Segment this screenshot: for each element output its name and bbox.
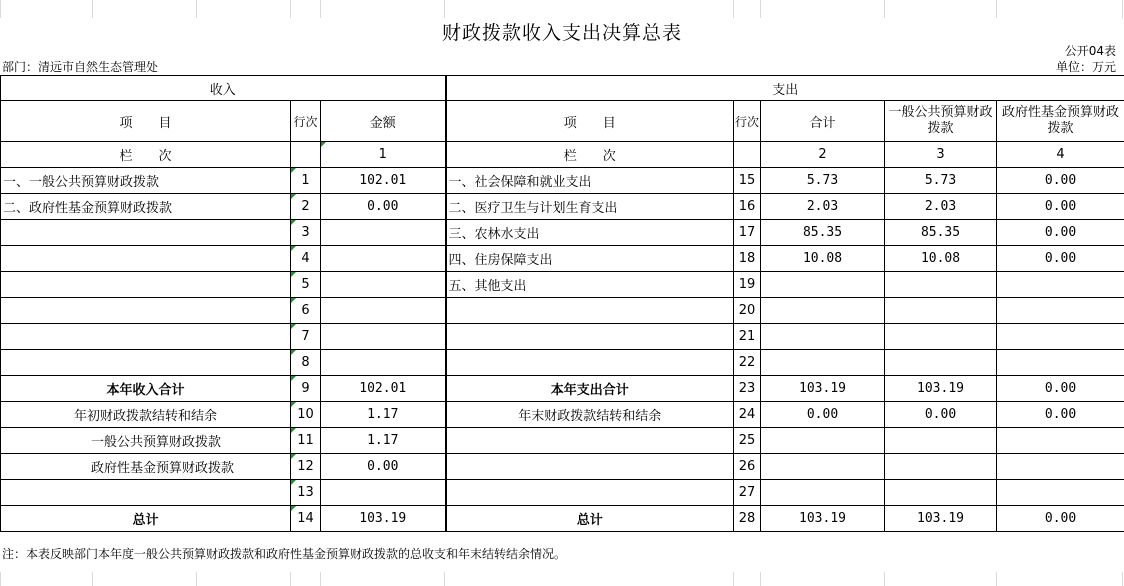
income-amount-cell[interactable]: 102.01 [321, 376, 446, 402]
department-label: 部门：清远市自然生态管理处 [2, 60, 159, 74]
expense-fund-cell[interactable] [997, 428, 1124, 454]
expense-general-cell[interactable]: 2.03 [885, 194, 997, 220]
income-line-header[interactable]: 行次 [291, 101, 321, 142]
expense-total-cell[interactable] [761, 428, 885, 454]
income-line-cell[interactable]: 8 [291, 350, 321, 376]
expense-item-cell[interactable]: 一、社会保障和就业支出 [446, 168, 734, 194]
spreadsheet-gridlines-bottom [0, 572, 1124, 586]
expense-total-cell[interactable]: 0.00 [761, 402, 885, 428]
column-label-cell[interactable]: 栏 次 [1, 142, 291, 168]
income-line-cell[interactable]: 2 [291, 194, 321, 220]
income-item-cell[interactable]: 年初财政拨款结转和结余 [1, 402, 291, 428]
budget-summary-table [0, 75, 1124, 532]
expense-total-cell[interactable] [761, 480, 885, 506]
table-row [1, 194, 1124, 220]
expense-item-cell[interactable] [446, 480, 734, 506]
expense-general-cell[interactable] [885, 454, 997, 480]
expense-total-cell[interactable] [761, 454, 885, 480]
income-line-cell[interactable]: 1 [291, 168, 321, 194]
expense-fund-cell[interactable]: 0.00 [997, 376, 1124, 402]
expense-total-header[interactable]: 合计 [761, 101, 885, 142]
expense-total-cell[interactable]: 85.35 [761, 220, 885, 246]
expense-fund-cell[interactable]: 0.00 [997, 168, 1124, 194]
expense-total-cell[interactable] [761, 298, 885, 324]
expense-line-cell[interactable]: 15 [734, 168, 761, 194]
expense-total-cell[interactable]: 5.73 [761, 168, 885, 194]
expense-fund-cell[interactable] [997, 480, 1124, 506]
expense-line-cell[interactable]: 28 [734, 506, 761, 532]
income-item-cell[interactable]: 一般公共预算财政拨款 [1, 428, 291, 454]
income-amount-header[interactable]: 金额 [321, 101, 446, 142]
expense-item-cell[interactable] [446, 428, 734, 454]
expense-general-cell[interactable]: 103.19 [885, 376, 997, 402]
table-row [1, 506, 1124, 532]
income-amount-cell[interactable] [321, 480, 446, 506]
income-item-cell[interactable] [1, 350, 291, 376]
income-line-cell[interactable]: 14 [291, 506, 321, 532]
expense-total-cell[interactable] [761, 272, 885, 298]
expense-line-cell[interactable]: 16 [734, 194, 761, 220]
table-row [1, 272, 1124, 298]
income-line-cell[interactable]: 3 [291, 220, 321, 246]
income-item-header[interactable]: 项 目 [1, 101, 291, 142]
expense-line-cell[interactable]: 24 [734, 402, 761, 428]
expense-fund-cell[interactable]: 0.00 [997, 246, 1124, 272]
income-line-cell[interactable]: 7 [291, 324, 321, 350]
expense-general-cell[interactable] [885, 298, 997, 324]
expense-item-cell[interactable]: 年末财政拨款结转和结余 [446, 402, 734, 428]
table-row [1, 246, 1124, 272]
expense-item-cell[interactable]: 三、农林水支出 [446, 220, 734, 246]
income-item-cell[interactable] [1, 480, 291, 506]
report-title: 财政拨款收入支出决算总表 [441, 22, 682, 44]
income-line-cell[interactable]: 6 [291, 298, 321, 324]
expense-line-cell[interactable]: 20 [734, 298, 761, 324]
expense-line-header[interactable]: 行次 [734, 101, 761, 142]
income-item-cell[interactable]: 总计 [1, 506, 291, 532]
expense-fund-cell[interactable]: 0.00 [997, 194, 1124, 220]
income-line-cell[interactable]: 4 [291, 246, 321, 272]
income-amount-cell[interactable]: 0.00 [321, 194, 446, 220]
income-amount-cell[interactable] [321, 324, 446, 350]
expense-general-cell[interactable] [885, 480, 997, 506]
income-line-cell[interactable]: 13 [291, 480, 321, 506]
expense-total-cell[interactable] [761, 324, 885, 350]
expense-general-cell[interactable]: 85.35 [885, 220, 997, 246]
table-row [1, 220, 1124, 246]
expense-fund-cell[interactable]: 0.00 [997, 402, 1124, 428]
table-row [1, 480, 1124, 506]
income-line-cell[interactable]: 9 [291, 376, 321, 402]
expense-item-cell[interactable] [446, 298, 734, 324]
table-row [1, 168, 1124, 194]
expense-line-cell[interactable]: 18 [734, 246, 761, 272]
income-line-cell[interactable]: 12 [291, 454, 321, 480]
expense-line-cell[interactable]: 26 [734, 454, 761, 480]
expense-total-cell[interactable]: 10.08 [761, 246, 885, 272]
expense-line-cell[interactable]: 22 [734, 350, 761, 376]
expense-item-cell[interactable] [446, 454, 734, 480]
income-amount-cell[interactable] [321, 298, 446, 324]
column-number-2[interactable]: 2 [761, 142, 885, 168]
expense-line-cell[interactable]: 19 [734, 272, 761, 298]
expense-fund-cell[interactable] [997, 454, 1124, 480]
column-label-line-cell-expense[interactable] [734, 142, 761, 168]
table-row [1, 402, 1124, 428]
expense-line-cell[interactable]: 17 [734, 220, 761, 246]
table-row [1, 428, 1124, 454]
income-amount-cell[interactable] [321, 220, 446, 246]
income-amount-cell[interactable]: 1.17 [321, 402, 446, 428]
expense-total-cell[interactable]: 103.19 [761, 376, 885, 402]
income-item-cell[interactable]: 本年收入合计 [1, 376, 291, 402]
expense-total-cell[interactable]: 103.19 [761, 506, 885, 532]
expense-item-cell[interactable]: 本年支出合计 [446, 376, 734, 402]
expense-item-cell[interactable]: 四、住房保障支出 [446, 246, 734, 272]
income-line-cell[interactable]: 10 [291, 402, 321, 428]
gov-fund-header[interactable]: 政府性基金预算财政拨款 [997, 101, 1124, 142]
column-number-1[interactable]: 1 [321, 142, 446, 168]
expense-general-cell[interactable]: 5.73 [885, 168, 997, 194]
table-row [1, 298, 1124, 324]
expense-item-cell[interactable]: 二、医疗卫生与计划生育支出 [446, 194, 734, 220]
income-amount-cell[interactable]: 102.01 [321, 168, 446, 194]
income-item-cell[interactable] [1, 246, 291, 272]
expense-item-cell[interactable] [446, 350, 734, 376]
column-number-3[interactable]: 3 [885, 142, 997, 168]
footnote: 注：本表反映部门本年度一般公共预算财政拨款和政府性基金预算财政拨款的总收支和年末结转结余情况。 [2, 547, 567, 561]
income-amount-cell[interactable]: 0.00 [321, 454, 446, 480]
expense-line-cell[interactable]: 25 [734, 428, 761, 454]
expense-general-cell[interactable] [885, 324, 997, 350]
expense-item-header[interactable]: 项 目 [446, 101, 734, 142]
income-amount-cell[interactable] [321, 272, 446, 298]
expense-general-cell[interactable]: 0.00 [885, 402, 997, 428]
expense-line-cell[interactable]: 27 [734, 480, 761, 506]
expense-item-cell[interactable] [446, 324, 734, 350]
income-item-cell[interactable]: 政府性基金预算财政拨款 [1, 454, 291, 480]
income-amount-cell[interactable] [321, 246, 446, 272]
expense-general-cell[interactable] [885, 272, 997, 298]
income-item-cell[interactable] [1, 272, 291, 298]
expense-header[interactable]: 支出 [446, 76, 1124, 101]
expense-total-cell[interactable] [761, 350, 885, 376]
income-item-cell[interactable] [1, 220, 291, 246]
expense-total-cell[interactable]: 2.03 [761, 194, 885, 220]
expense-general-cell[interactable] [885, 350, 997, 376]
expense-item-cell[interactable]: 总计 [446, 506, 734, 532]
income-amount-cell[interactable]: 103.19 [321, 506, 446, 532]
expense-fund-cell[interactable]: 0.00 [997, 220, 1124, 246]
expense-line-cell[interactable]: 21 [734, 324, 761, 350]
expense-general-cell[interactable]: 103.19 [885, 506, 997, 532]
general-budget-header[interactable]: 一般公共预算财政拨款 [885, 101, 997, 142]
table-row [1, 350, 1124, 376]
table-code: 公开04表 [1064, 44, 1116, 58]
expense-item-cell[interactable]: 五、其他支出 [446, 272, 734, 298]
table-row [1, 454, 1124, 480]
expense-fund-cell[interactable] [997, 324, 1124, 350]
expense-line-cell[interactable]: 23 [734, 376, 761, 402]
column-number-4[interactable]: 4 [997, 142, 1124, 168]
income-line-cell[interactable]: 11 [291, 428, 321, 454]
expense-fund-cell[interactable]: 0.00 [997, 506, 1124, 532]
income-header[interactable]: 收入 [1, 76, 446, 101]
income-amount-cell[interactable]: 1.17 [321, 428, 446, 454]
expense-general-cell[interactable] [885, 428, 997, 454]
expense-general-cell[interactable]: 10.08 [885, 246, 997, 272]
income-item-cell[interactable]: 一、一般公共预算财政拨款 [1, 168, 291, 194]
income-item-cell[interactable] [1, 324, 291, 350]
table-row [1, 324, 1124, 350]
expense-fund-cell[interactable] [997, 298, 1124, 324]
unit-label: 单位：万元 [1055, 60, 1116, 74]
spreadsheet-gridlines-top [0, 0, 1124, 18]
income-item-cell[interactable]: 二、政府性基金预算财政拨款 [1, 194, 291, 220]
income-amount-cell[interactable] [321, 350, 446, 376]
table-row [1, 376, 1124, 402]
column-label-line-cell[interactable] [291, 142, 321, 168]
income-item-cell[interactable] [1, 298, 291, 324]
expense-fund-cell[interactable] [997, 272, 1124, 298]
income-line-cell[interactable]: 5 [291, 272, 321, 298]
expense-fund-cell[interactable] [997, 350, 1124, 376]
column-label-cell-expense[interactable]: 栏 次 [446, 142, 734, 168]
